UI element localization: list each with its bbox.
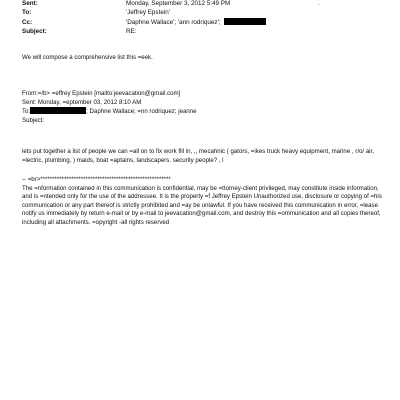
reply-body: We will compose a comprehensive list this =eek. <box>22 54 153 61</box>
forwarded-to-recipients: ; Daphne Wallace; =nn rodriquez; jeanne <box>86 108 197 116</box>
subject-label: Subject: <box>22 28 47 36</box>
redaction-bar <box>224 18 266 25</box>
sent-row <box>22 0 266 8</box>
subject-row <box>22 27 266 36</box>
sent-label: Sent: <box>22 0 38 7</box>
corner-mark: · <box>318 2 320 8</box>
forwarded-subject: Subject: <box>22 116 45 124</box>
cc-value: 'Daphne Wallace'; 'ann rodriquez'; <box>126 18 221 26</box>
forwarded-to-label: To: <box>22 108 31 116</box>
sent-value: Monday, September 3, 2012 5:49 PM <box>126 0 231 7</box>
redaction-bar <box>30 107 86 114</box>
email-header <box>22 0 266 37</box>
forwarded-header <box>22 90 382 125</box>
forwarded-from: From:=/b> =effrey Epstein [mailto:jeevacation@gmail.com] <box>22 90 181 97</box>
to-label: To: <box>22 9 32 17</box>
subject-value: RE: <box>126 28 137 36</box>
cc-label: Cc: <box>22 18 33 26</box>
list-request-text: lets put together a list of people we can =all on to fix work fill in, ,, mecahnic ( gators, =ikes truck heavy equipment, marine , r/o/ air, =lectric, plumbing, ) maids, boat =aptains, landscapers. security people? , l <box>22 148 374 164</box>
to-row <box>22 8 266 17</box>
to-value: 'Jeffrey Epstein' <box>126 9 170 17</box>
forwarded-to <box>22 107 382 117</box>
forwarded-sent: Sent: Monday, =eptember 03, 2012 8:10 AM <box>22 98 142 106</box>
confidentiality-notice <box>22 176 382 228</box>
cc-row <box>22 18 266 27</box>
confidentiality-text: The =nformation contained in this communication is confidential, may be =ttorney-client privileged, may constitute inside information, and is =ntended only for the use of the addressee. It is the property =f Jeffrey Epstein Unauthorized use, disclosure or copying of =his communication or any part thereof is strictly prohibited and =ay be unlawful. If you have received this communication in error, =lease notify us immediately by return e-mail or by e-mail to jeevacation@gmail.com, and destroy this =ommunication and all copies thereof, including all attachments. =opyright -all rights reserved <box>22 184 382 226</box>
separator-line: -- =br>******************************************************* <box>22 176 171 183</box>
